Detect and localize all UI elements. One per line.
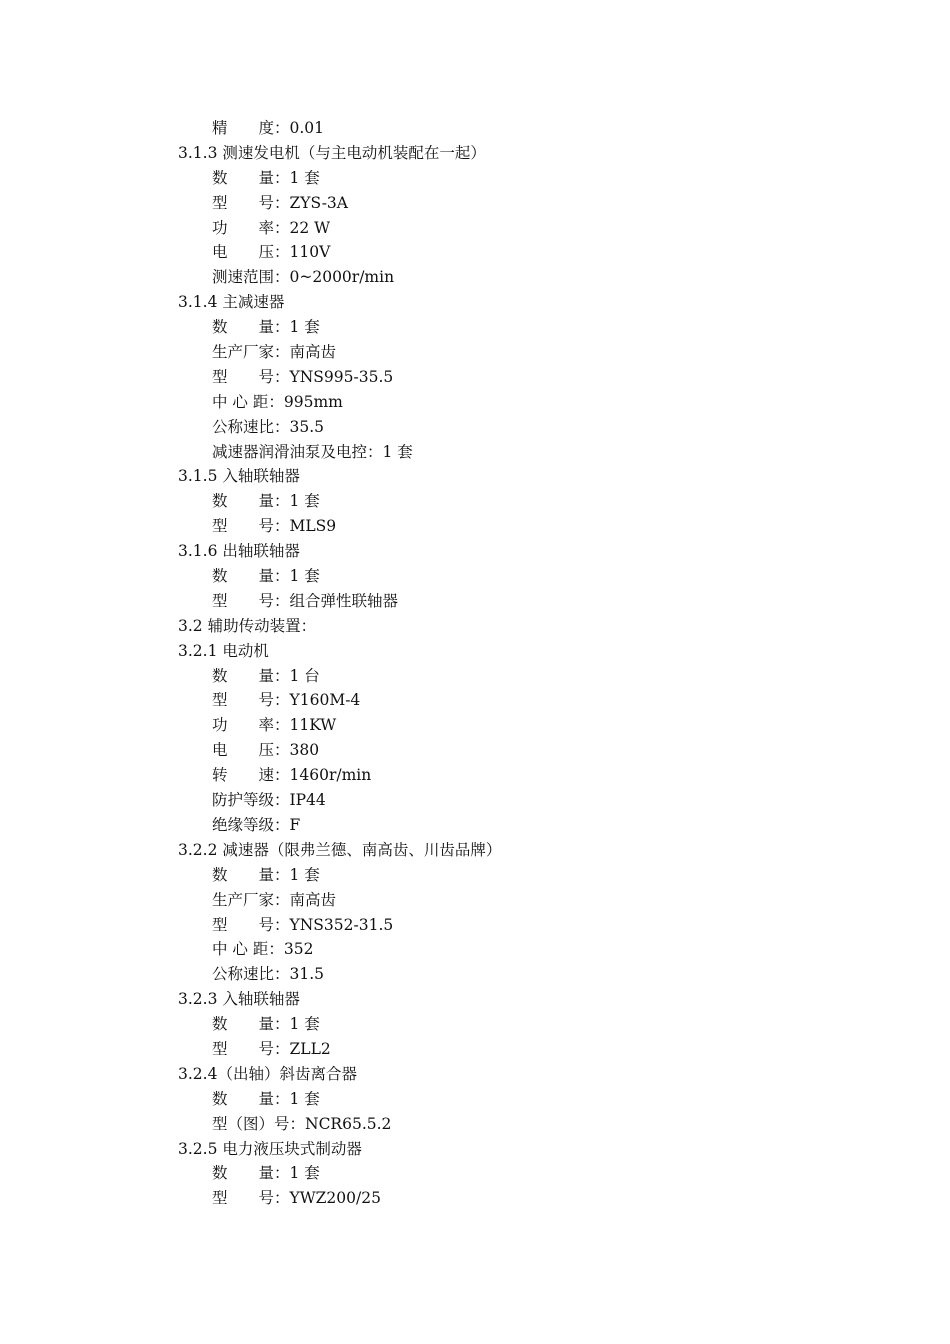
spec-line: 型（图）号：NCR65.5.2 — [212, 1114, 392, 1133]
spec-line: 防护等级：IP44 — [212, 791, 326, 810]
spec-line: 绝缘等级：F — [212, 815, 301, 834]
spec-line: 生产厂家：南高齿 — [212, 343, 337, 362]
spec-line: 型 号：YNS352-31.5 — [212, 915, 394, 934]
spec-line: 型 号：ZLL2 — [212, 1039, 331, 1058]
spec-line: 数 量：1 套 — [212, 1015, 320, 1034]
section-heading: 3.2.3 入轴联轴器 — [178, 990, 300, 1009]
spec-line: 型 号：组合弹性联轴器 — [212, 591, 399, 610]
spec-line: 减速器润滑油泵及电控：1 套 — [212, 442, 413, 461]
spec-line: 电 压：380 — [212, 741, 320, 760]
spec-line: 型 号：ZYS-3A — [212, 193, 348, 212]
section-heading: 3.2.5 电力液压块式制动器 — [178, 1139, 362, 1158]
spec-line: 中 心 距：352 — [212, 940, 314, 959]
section-heading: 3.2.4（出轴）斜齿离合器 — [178, 1064, 357, 1083]
spec-line: 数 量：1 套 — [212, 865, 320, 884]
section-heading: 3.2 辅助传动装置： — [178, 616, 317, 635]
document-body — [0, 116, 950, 1211]
spec-line: 数 量：1 套 — [212, 1164, 320, 1183]
section-heading: 3.1.3 测速发电机（与主电动机装配在一起） — [178, 143, 486, 162]
spec-line: 型 号：YWZ200/25 — [212, 1189, 381, 1208]
spec-line: 数 量：1 套 — [212, 492, 320, 511]
spec-line: 生产厂家：南高齿 — [212, 890, 337, 909]
spec-line: 中 心 距：995mm — [212, 392, 343, 411]
spec-line: 数 量：1 台 — [212, 666, 320, 685]
section-heading: 3.1.5 入轴联轴器 — [178, 467, 300, 486]
section-heading: 3.1.4 主减速器 — [178, 293, 285, 312]
spec-line: 公称速比：35.5 — [212, 417, 325, 436]
spec-line: 型 号：Y160M-4 — [212, 691, 361, 710]
spec-line: 精 度：0.01 — [212, 119, 325, 137]
spec-line: 功 率：11KW — [212, 716, 337, 735]
spec-line: 电 压：110V — [212, 243, 331, 262]
section-heading: 3.1.6 出轴联轴器 — [178, 542, 300, 561]
spec-line: 数 量：1 套 — [212, 1089, 320, 1108]
section-heading: 3.2.2 减速器（限弗兰德、南高齿、川齿品牌） — [178, 840, 502, 859]
spec-line: 转 速：1460r/min — [212, 766, 372, 785]
spec-line: 数 量：1 套 — [212, 168, 320, 187]
spec-line: 公称速比：31.5 — [212, 965, 325, 984]
spec-line: 型 号：MLS9 — [212, 517, 337, 536]
section-heading: 3.2.1 电动机 — [178, 641, 269, 660]
spec-line: 测速范围：0~2000r/min — [212, 268, 395, 287]
spec-line: 型 号：YNS995-35.5 — [212, 367, 394, 386]
spec-line: 功 率：22 W — [212, 218, 331, 237]
spec-line: 数 量：1 套 — [212, 318, 320, 337]
spec-line: 数 量：1 套 — [212, 567, 320, 586]
